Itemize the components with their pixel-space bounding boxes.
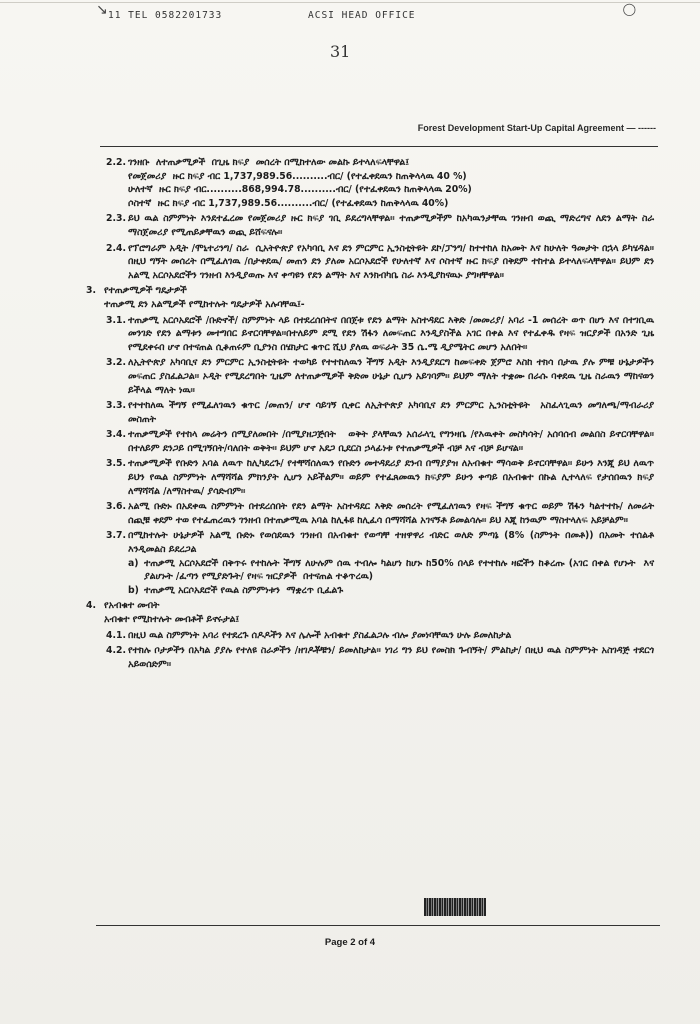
paragraph-number xyxy=(106,197,128,211)
paragraph xyxy=(86,428,658,455)
paragraph-text: የአብቁተ መብት xyxy=(104,600,160,612)
paragraph-text: ተጠቃሚ አርሶአደሮች በቅጥሩ የተከሉት ችግኝ ለሁሉም ሰዉ ተብሎ ካልሆነ ከሆኑ ከ50% በላይ የተተከሉ ዛፎችን ከቆረጡ (አገር በቀል የሆኑት እና ያልሆኑት /ፈጣን የሚያድጉት/ የዛፍ ዝርያዎች በተናጠል ተቆጥረዉ) xyxy=(144,557,658,583)
paragraph-text: ተጠቃሚዎች የቡድን አባል ለዉጥ ከሊካደረጉ/ የተቸሻሰለዉን የቡድን መተዳደሪያ ደንብ በማያያዝ ለአብቁተ ማሳወቅ ይኖርባቸዋል፡፡ ይሁን እንጂ ይህ ለዉጥ ይህን የዉል ስምምነት ለማሻሻል ምክንያት ሊሆን አይችልም፡፡ ወይም የተፈጸመዉን ክፍያም ይሁን ቀጣይ በአብቁተ በኩል ሊተላለፍ የታሰበዉን ክፍያ ለማሻሻል /ለማስተዉ/ ያሳድብም፡፡ xyxy=(128,458,658,497)
paragraph-number: 3.2. xyxy=(106,357,127,369)
paragraph xyxy=(86,500,658,527)
paragraph xyxy=(86,170,654,184)
paragraph-text: አብቁተ የሚከተሉት መብቶች ይኖሩታል፤ xyxy=(104,614,240,625)
paragraph-number: 2.2. xyxy=(106,157,127,168)
paragraph-text: የተጠቃሚዎች ግዴታዎች xyxy=(104,285,187,297)
paragraph-number xyxy=(86,613,104,627)
document-body xyxy=(86,154,658,671)
paragraph xyxy=(86,183,654,197)
paragraph xyxy=(86,284,654,298)
paragraph-text: ተጠቃሚ አርሶአደሮች የዉል ስምምነቱን ማቋረጥ ቢፈልጉ xyxy=(144,584,344,596)
paragraph-number xyxy=(106,183,128,197)
paragraph-text: የተተከለዉ ችግኝ የሚፈለገዉን ቁጥር /መጠን/ ሆኖ ሳይገኝ ሲቀር ለኢትዮጵያ አካባቢና ደን ምርምር ኢንስቲትዩት አስፈላጊዉን መግለጫ/ማብራሪያ መስጠት xyxy=(128,400,658,425)
paragraph-text: የመጀመሪያ ዙር ክፍያ ብር 1,737,989.56..........ብር/ (የተፈቀደዉን ከጠቅላላዉ 40 %) xyxy=(128,170,467,182)
paragraph-number: 4. xyxy=(86,600,97,612)
paragraph-text: ይህ ዉል ስምምነት እንደተፈረመ የመጀመሪያ ዙር ክፍያ ገቢ ይደረግላቸዋል፡፡ ተጠቃሚዎችም ከአካዉንታቸዉ ገንዘብ ወጪ ማድረግና ለደን ልማት ስራ ማስጀመሪያ የሚጠይቃቸዉን ወጪ ይሸፍናሉ፡፡ xyxy=(128,213,658,238)
paragraph-number xyxy=(86,298,104,312)
paragraph-text: ሶስተኛ ዙር ክፍያ ብር 1,737,989.56..........ብር/ (የተፈቀደዉን ከጠቅላላዉ 40%) xyxy=(128,197,449,209)
paragraph-number: 3.6. xyxy=(106,501,127,513)
paragraph xyxy=(86,356,658,397)
paragraph-number: 3.3. xyxy=(106,400,127,412)
paragraph-number: b) xyxy=(128,584,139,596)
paragraph-number: 2.3. xyxy=(106,213,127,225)
paragraph xyxy=(86,599,654,613)
header-rule xyxy=(100,146,658,147)
page-number: Page 2 of 4 xyxy=(324,937,376,948)
paragraph-text: አልሚ ቡድኑ በአደቀዉ ስምምነት በተደረሰበት የደን ልማት አስተዳደር እቅድ መሰረት የሚፈለገዉን የዛፍ ችግኝ ቁጥር ወይም ሽፋን ካልተተኩ/ ለመሬት ሰጪቹ ቀደም ተወ የተፈጠረዉን ገንዘብ በተጠቃሚዉ አባል ከሊፋዩ ከሊፈሳ በማሻሻል አገናኝቶ ይመልሳሉ፡፡ ይህ እጂ ከንዉም ማስተላለፍ አይቻልም፡፡ xyxy=(128,501,658,526)
footer-rule xyxy=(96,925,660,926)
paragraph-number: 3.5. xyxy=(106,458,127,470)
paragraph xyxy=(86,156,654,170)
paragraph-number: 2.4. xyxy=(106,242,127,254)
handwritten-page-number: 31 xyxy=(330,42,351,61)
paragraph-text: የፕሮግራም አዲት /ሞኒተሪንግ/ ስራ ሲአትዮጵያ የአካባቢ እና ደን ምርምር ኢንስቲትዩት ደኮ/ፓንግ/ ከተተከለ ከአመት እና ከሁለት ዓመታት በኋላ ይካሄዳል፡፡ በዚህ ግኝት መሰረት በሚፈለገዉ /በታቀደዉ/ መጠን ደን ያለመ አርሶአደሮች የሁለተኛ እና ሶስተኛ ዙር ክፍያ በቅደም ተከተል ይተላለፍላቸዋል፡፡ ይህም ደን አልሚ አርሶአደሮችን ገንዘብ እንዲያወጡ እና ቀጣዩን የደን ልማት እና እንክብካቤ ስራ እንዲያከናዉኑ ያግዛቸዋል፡፡ xyxy=(128,242,658,281)
paragraph-text: ገንዘቡ ለተጠቃሚዎች በጊዜ ክፍያ መሰረት በሚከተለው መልኩ ይተላለፍላቸዋል፤ xyxy=(128,157,410,168)
paragraph-text: ለኢትዮጵያ አካባቢና ደን ምርምር ኢንስቲትዩት ተወካይ የተተከለዉን ችግኝ አዲት እንዲያደርግ ከመፍቀድ ጀምሮ እስከ ተክሳ በታዉ ያሉ ምቹ ሁኔታዎችን መፍጠር ያስፈልጋል፡፡ ኦዲት የሚደረግበት ጊዜም ለተጠቃሚዎች ቅድመ ሁኔታ ሲሆን አይገባም፡፡ ይህም ማለት ተቋሙ በራሱ ባቀደዉ ጊዜ ስራዉን ማከናወን ይችላል ማለት ነዉ፡፡ xyxy=(128,357,658,396)
paragraph xyxy=(86,314,658,355)
paragraph-text: ሁለተኛ ዙር ክፍያ ብር..........868,994.78..........ብር/ (የተፈቀደዉን ከጠቅላላዉ 20%) xyxy=(128,184,472,196)
document-header: Forest Development Start-Up Capital Agreement — ------ xyxy=(417,123,656,133)
paragraph xyxy=(86,613,654,627)
corner-mark: ↘ xyxy=(96,2,108,18)
paragraph xyxy=(86,242,658,283)
paragraph-text: በሚከተሉት ሁኔታዎች አልሚ ቡድኑ የወሰደዉን ገንዘብ በአብቁተ የወጣቸ ተዘዋዋሪ ብድር ወለድ ምጣኔ (8% (ስምንት በመቶ)) በአመት ተሰልቶ እንዲመልስ ይደረጋል xyxy=(128,530,658,556)
paragraph-number: 3. xyxy=(86,285,97,297)
paragraph xyxy=(86,557,658,584)
paragraph xyxy=(86,629,654,643)
paragraph-number: 3.4. xyxy=(106,429,127,441)
paragraph xyxy=(86,399,658,426)
paragraph xyxy=(86,212,658,239)
paragraph xyxy=(86,197,654,211)
paragraph xyxy=(86,457,658,498)
paragraph xyxy=(86,529,658,556)
signature-stamp xyxy=(424,898,486,916)
paragraph-number: a) xyxy=(128,557,139,569)
paragraph-number: 3.1. xyxy=(106,314,127,326)
paragraph-number: 4.2. xyxy=(106,645,127,657)
fax-tel: 11 TEL 0582201733 xyxy=(108,10,223,21)
paragraph xyxy=(86,584,654,598)
paragraph-text: በዚህ ዉል ስምምነት አባሪ የተደረጉ ሰዶዶችን እና ሌሎች አብቁተ ያስፈልጋሉ ብሎ ያመነባቸዉን ሁሉ ይመለከታል xyxy=(128,629,512,641)
paragraph-text: ተጠቃሚዎች የተከላ መሬትን በሚያለመበት /በሚያዘጋጅበት ወቅት ያላቸዉን አሰራላጊ የግንዛቤ /የእዉቀት መስካሳት/ አሰባሰብ መልበስ ይኖርባቸዋል፡፡ በተለይም ደንጋይ በሚገኝበት/ባለበት ወቅት፡፡ ይህም ሆኖ አደጋ ቢደርስ ኃላፊነቱ የተጠቃሚዎች ብቻ እና ብቻ ይሆናል፡፡ xyxy=(128,429,658,454)
fax-office: ACSI HEAD OFFICE xyxy=(308,10,416,21)
paragraph xyxy=(86,644,658,671)
paragraph xyxy=(86,298,654,312)
paragraph-text: የተክሉ ቦታዎችን በአካል ያያሉ የተለዩ ስራዎችን /ዘገዶቾቹን/ ይመለከታል፡፡ ነገሪ ግን ይህ የመስክ ጉብኝት/ ምልከታ/ በዚህ ዉል ስምምነት አስገዳጅ ተደርጎ አይወሰድም፡፡ xyxy=(128,645,658,670)
document-header-title: Forest Development Start-Up Capital Agreement xyxy=(417,123,625,133)
paragraph-text: ተጠቃሚ አርሶአደሮች /ቡድኖች/ ስምምነት ላይ በተደረሰበትና በበጀቱ የደን ልማት አስተዳደር እቅድ /መመሪያ/ አባሪ -1 መሰረት ወጥ በሆነ እና በተገቢዉ መንገድ የደን ልማቱን መተግበር ይኖርባቸዋል፡፡በተለይም ደሚ የደን ሽፋን ለመፍጠር እንዲያስችል አገር በቀል እና የተፈቀዱ የዛፍ ዝርያዎች በአንድ ጊዜ የሚደቀሩበ ሆኖ በተናጠል ሲቆጠሩም ቢያንስ በሄክታር ቁጥር ሺህ ያለዉ ወፍራት 35 ሴ.ሜ ዲያሜትር መሆን አለበት፡፡ xyxy=(128,314,658,353)
scan-mark: ◯ xyxy=(622,2,636,16)
paragraph-text: ተጠቃሚ ደን አልሚዎች የሚከተሉት ግዴታዎች አሉባቸዉ፤- xyxy=(104,298,305,310)
paragraph-number: 4.1. xyxy=(106,629,127,641)
paragraph-number xyxy=(106,170,128,184)
paragraph-number: 3.7. xyxy=(106,530,127,542)
